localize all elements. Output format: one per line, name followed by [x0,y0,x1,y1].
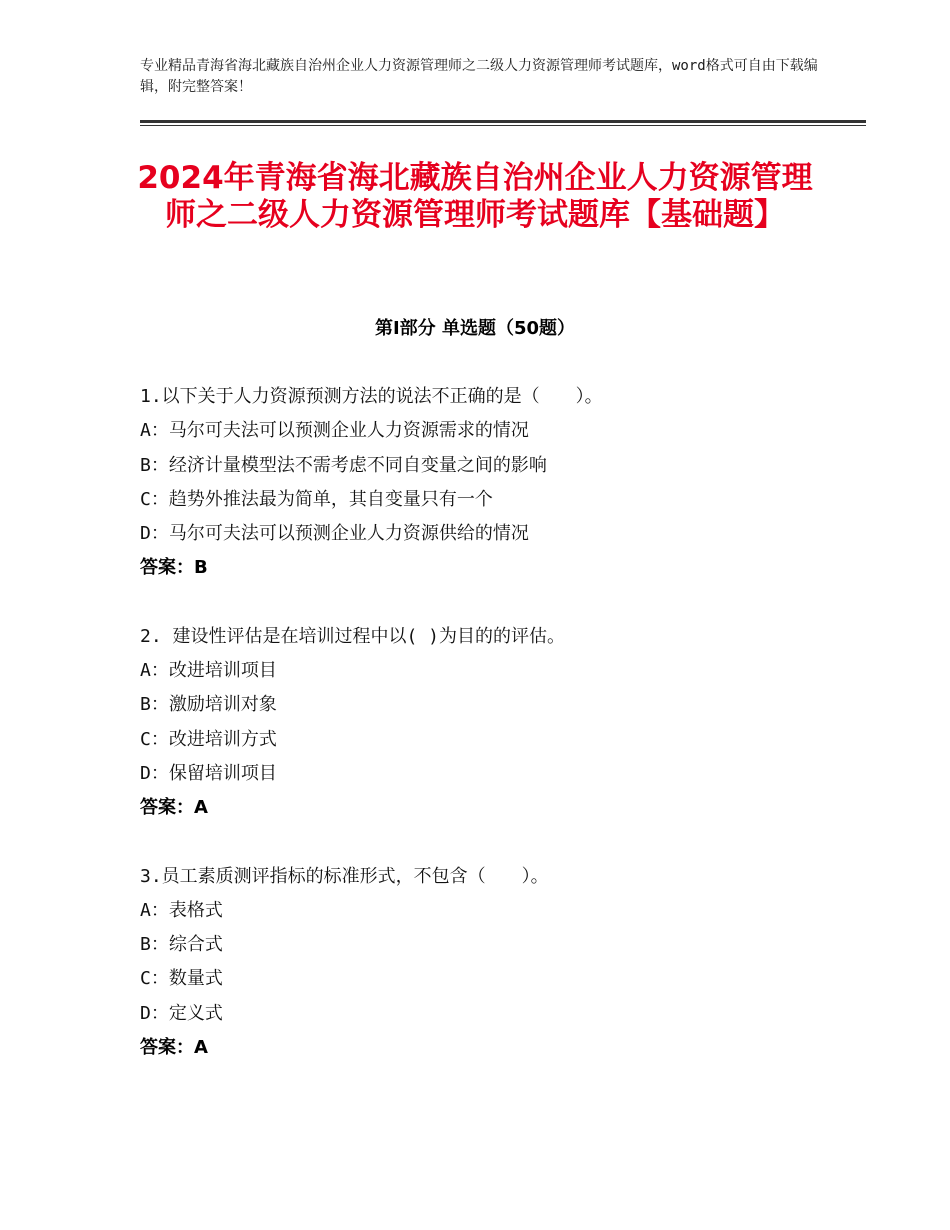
option-c: C：趋势外推法最为简单，其自变量只有一个 [140,488,493,510]
option-a: A：马尔可夫法可以预测企业人力资源需求的情况 [140,420,529,442]
option-a: A：改进培训项目 [140,660,277,682]
header-divider-thick [140,120,866,123]
option-b: B：经济计量模型法不需考虑不同自变量之间的影响 [140,454,547,476]
option-b: B：激励培训对象 [140,694,277,716]
answer-label: 答案：A [140,1037,208,1059]
option-d: D：定义式 [140,1002,223,1024]
header-note: 专业精品青海省海北藏族自治州企业人力资源管理师之二级人力资源管理师考试题库，word格式可自由下载编辑，附完整答案！ [140,58,818,95]
option-b: B：综合式 [140,934,223,956]
option-c: C：改进培训方式 [140,728,277,750]
question-stem: 2. 建设性评估是在培训过程中以( )为目的的评估。 [140,625,566,647]
answer-label: 答案：A [140,797,208,819]
answer-label: 答案：B [140,557,208,579]
option-d: D：保留培训项目 [140,762,277,784]
question-stem: 1.以下关于人力资源预测方法的说法不正确的是（ ）。 [140,386,603,407]
question-3 [140,860,840,1066]
option-c: C：数量式 [140,968,223,990]
option-d: D：马尔可夫法可以预测企业人力资源供给的情况 [140,523,529,545]
section-title: 第Ⅰ部分 单选题（50题） [374,318,575,339]
question-list [140,380,840,1099]
question-stem: 3.员工素质测评指标的标准形式，不包含（ ）。 [140,865,549,887]
option-a: A：表格式 [140,899,223,921]
document-title: 2024年青海省海北藏族自治州企业人力资源管理师之二级人力资源管理师考试题库【基础题】 [137,160,813,233]
question-2 [140,620,840,826]
question-1 [140,380,840,586]
header-divider-thin [140,125,866,126]
